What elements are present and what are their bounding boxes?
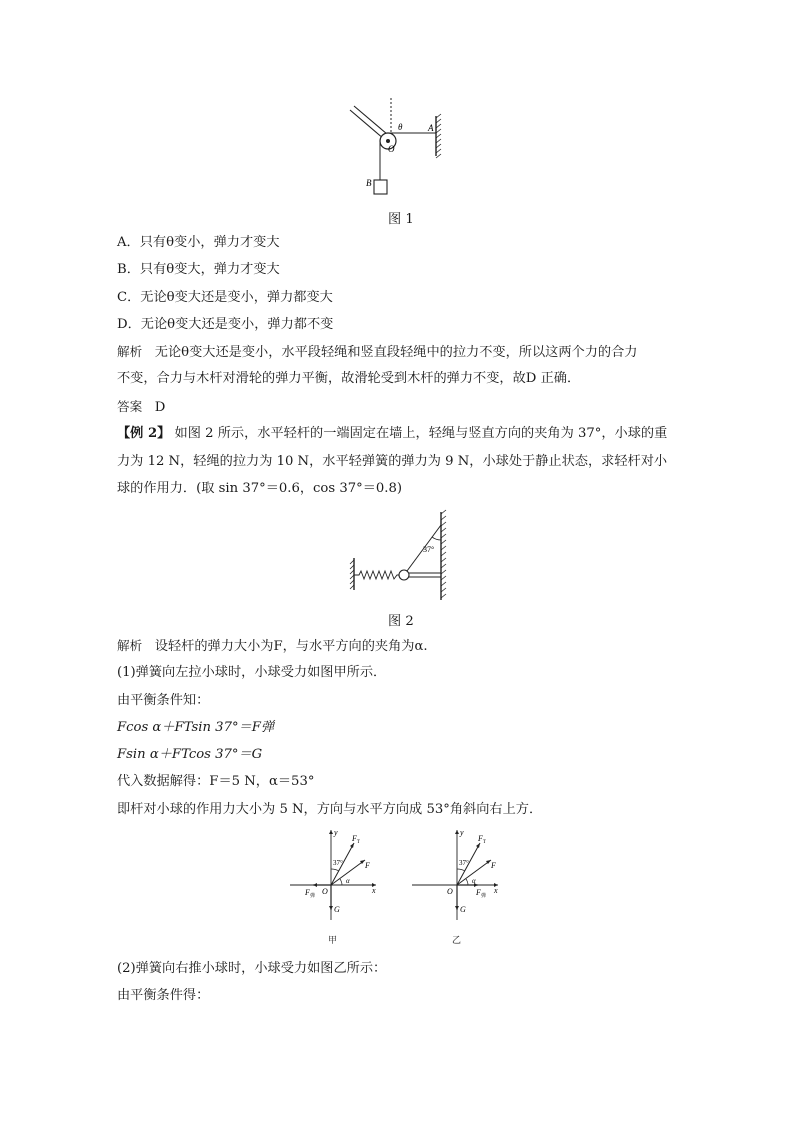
- answer-value: D: [154, 400, 166, 415]
- analysis-1-line1: [117, 343, 677, 362]
- yi-fspring-label: $F_弹$: [476, 888, 486, 899]
- yi-g-label: G: [460, 905, 466, 914]
- analysis-1-text: 无论θ变大还是变小，水平段轻绳和竖直段轻绳中的拉力不变，所以这两个力的合力: [154, 345, 638, 360]
- jia-alpha-label: α: [346, 877, 350, 885]
- yi-y-label: y: [460, 828, 464, 837]
- option-a: A．只有θ变小，弹力才变大: [117, 235, 280, 250]
- answer-line: [117, 398, 677, 417]
- equation-1: Fcos α＋FTsin 37°＝F弹: [117, 720, 275, 735]
- yi-alpha-label: α: [472, 877, 476, 885]
- equilibrium-condition-2: 由平衡条件得：: [117, 988, 210, 1003]
- answer-label: 答案: [117, 399, 143, 414]
- jia-x-label: x: [372, 886, 376, 895]
- result-line: 代入数据解得：F＝5 N，α＝53°: [117, 774, 315, 789]
- case-1-text: (1)弹簧向左拉小球时，小球受力如图甲所示．: [117, 665, 387, 680]
- option-c: C．无论θ变大还是变小，弹力都变大: [117, 290, 333, 305]
- jia-f-label: F: [365, 861, 370, 870]
- analysis-label: 解析: [117, 344, 143, 359]
- example-2-line2: 力为 12 N，轻绳的拉力为 10 N，水平轻弹簧的弹力为 9 N，小球处于静止状态，求轻杆对小: [117, 454, 668, 469]
- jia-origin-label: O: [322, 887, 328, 896]
- option-d: D．无论θ变大还是变小，弹力都不变: [117, 317, 334, 332]
- point-a-label: A: [428, 123, 434, 133]
- force-diagram-jia: [288, 825, 383, 925]
- example-2-text1: 如图 2 所示，水平轻杆的一端固定在墙上，轻绳与竖直方向的夹角为 37°，小球的重: [174, 426, 668, 441]
- force-diagram-yi: [410, 825, 505, 925]
- point-o-label: O: [388, 144, 395, 154]
- figure-2-caption: 图 2: [388, 614, 414, 629]
- figure-1-caption: 图 1: [388, 212, 414, 227]
- analysis-1-line2: 不变，合力与木杆对滑轮的弹力平衡，故滑轮受到木杆的弹力不变，故D 正确．: [117, 371, 581, 386]
- angle-37-label: 37°: [423, 545, 435, 554]
- case-2-text: (2)弹簧向右推小球时，小球受力如图乙所示：: [117, 961, 387, 976]
- equation-2: Fsin α＋FTcos 37°＝G: [117, 747, 263, 762]
- yi-origin-label: O: [447, 887, 453, 896]
- jia-angle-label: 37°: [333, 859, 343, 867]
- yi-x-label: x: [494, 886, 498, 895]
- jia-ft-label: $F_T$: [352, 834, 360, 845]
- example-2-line1: [117, 425, 677, 443]
- conclusion-line: 即杆对小球的作用力大小为 5 N，方向与水平方向成 53°角斜向右上方．: [117, 802, 543, 817]
- diagram-jia-caption: 甲: [328, 936, 338, 946]
- yi-angle-label: 37°: [459, 859, 469, 867]
- point-b-label: B: [366, 178, 372, 188]
- option-b: B．只有θ变大，弹力才变大: [117, 262, 280, 277]
- equilibrium-condition-1: 由平衡条件知：: [117, 693, 210, 708]
- solution-line1: [117, 637, 677, 656]
- yi-f-label: F: [491, 861, 496, 870]
- solution-analysis-label: 解析: [117, 638, 143, 653]
- solution-text1: 设轻杆的弹力大小为F，与水平方向的夹角为α.: [154, 639, 428, 654]
- example-2-tag: 【例 2】: [117, 426, 171, 441]
- example-2-line3: 球的作用力．(取 sin 37°＝0.6，cos 37°＝0.8): [117, 481, 403, 496]
- diagram-yi-caption: 乙: [452, 936, 462, 946]
- theta-label: θ: [398, 122, 403, 132]
- jia-fspring-label: $F_弹$: [305, 888, 315, 899]
- jia-y-label: y: [334, 828, 338, 837]
- figure-1-pulley-diagram: [340, 96, 470, 206]
- yi-ft-label: $F_T$: [478, 834, 486, 845]
- figure-2-spring-rod-diagram: [345, 508, 455, 603]
- jia-g-label: G: [334, 905, 340, 914]
